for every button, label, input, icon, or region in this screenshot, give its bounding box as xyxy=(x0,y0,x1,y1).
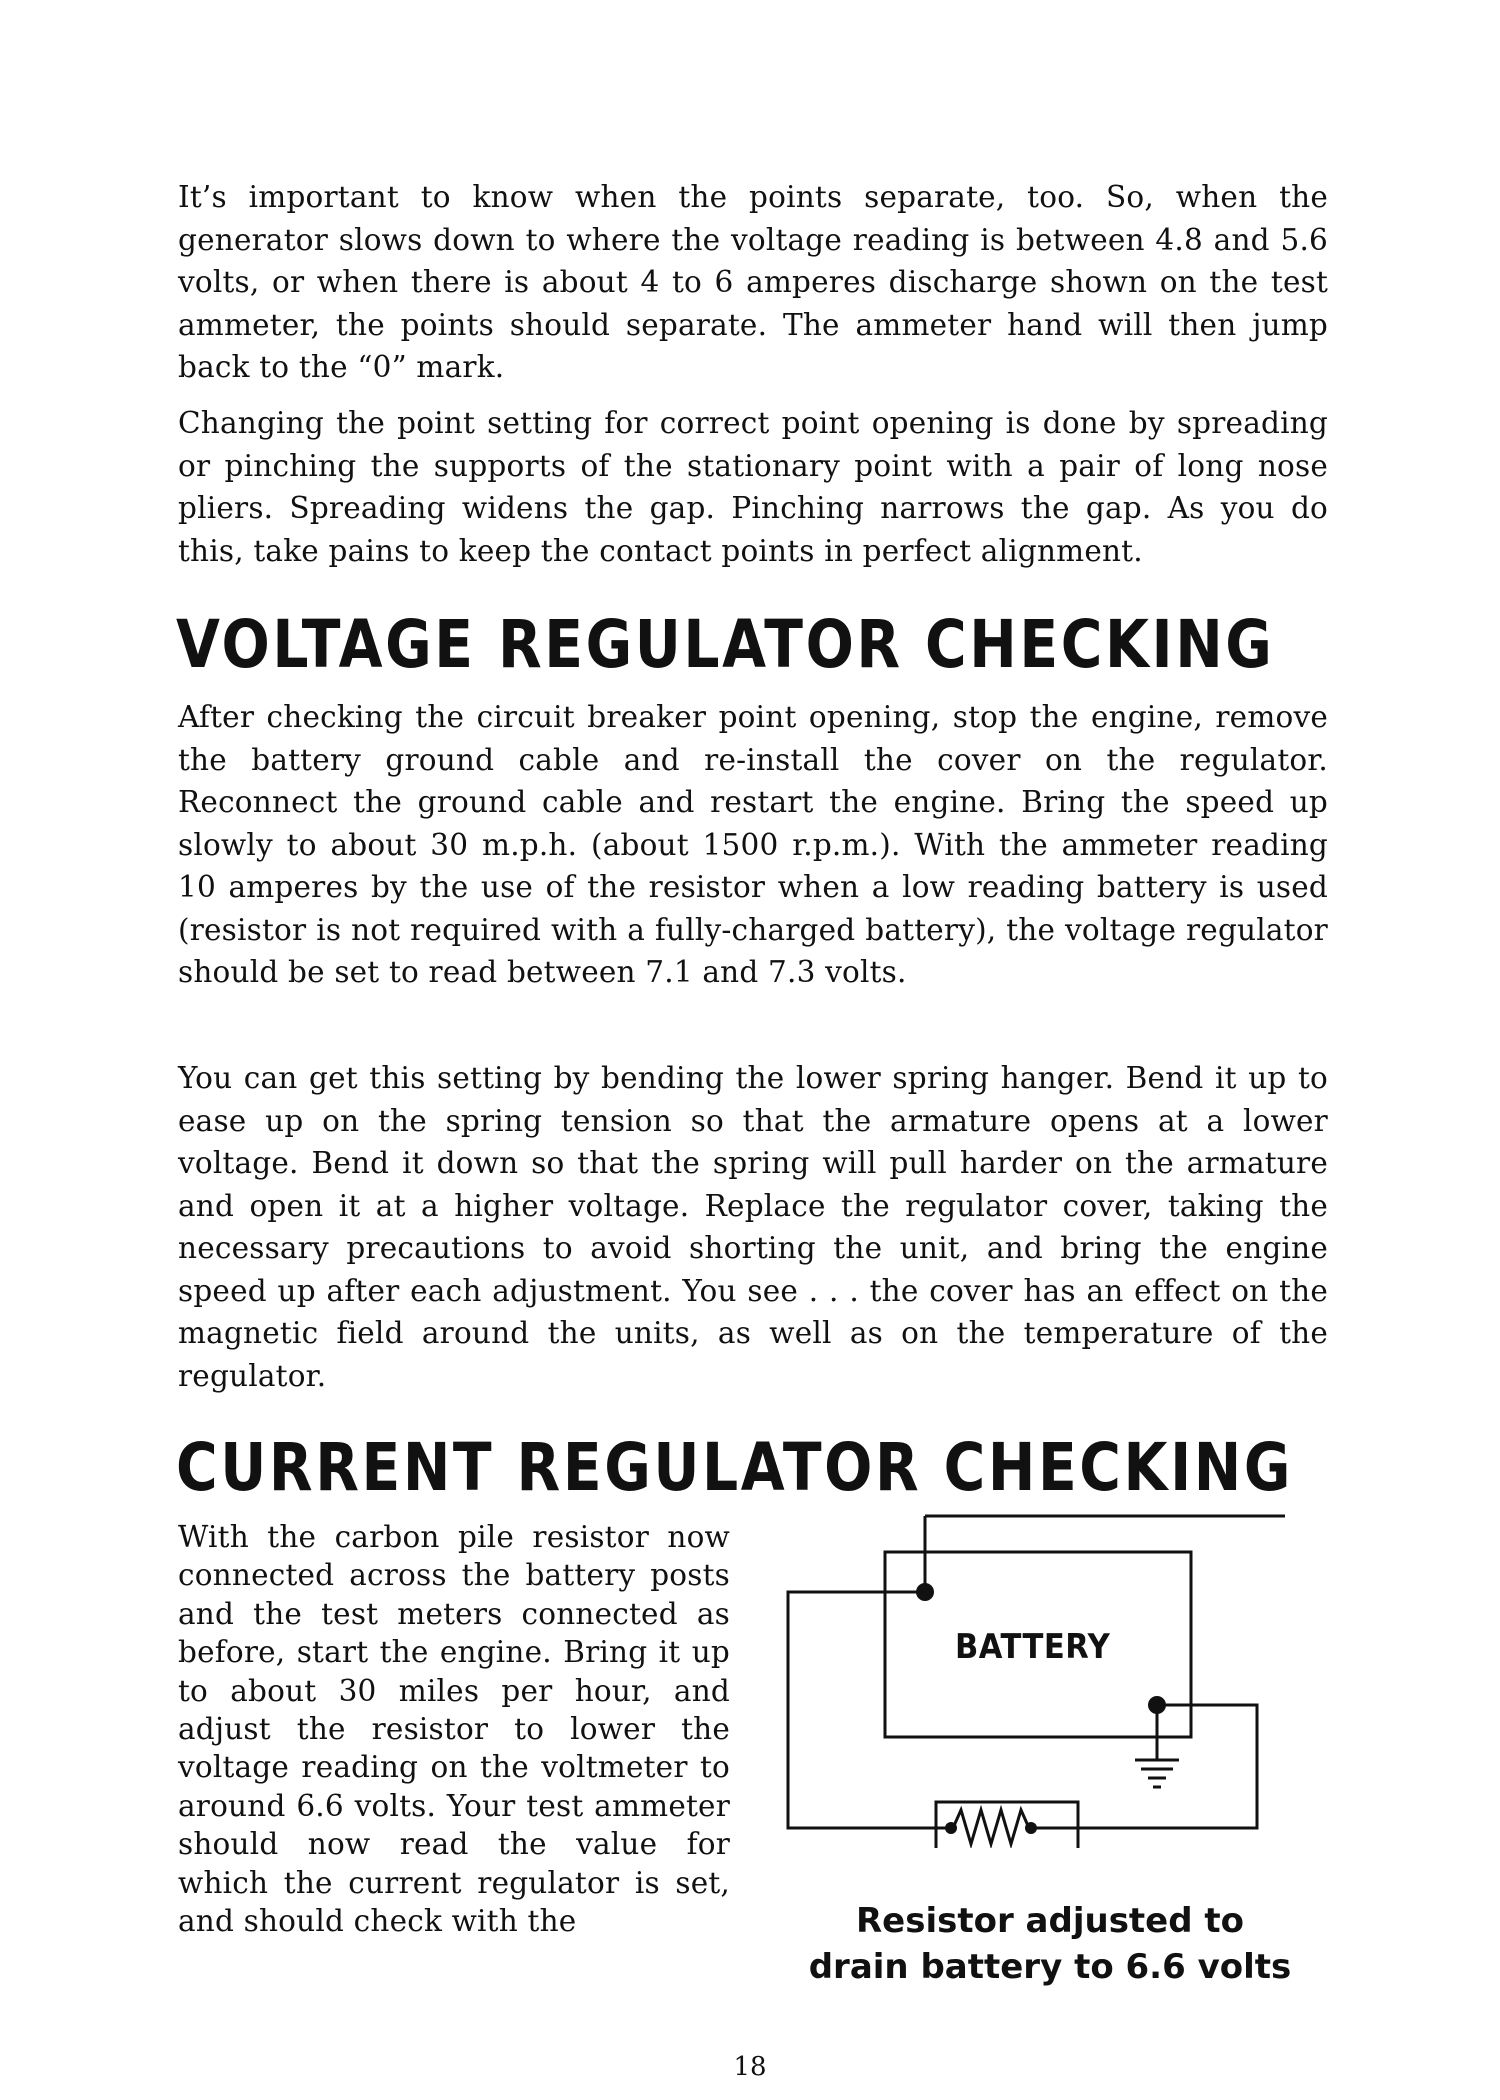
paragraph-voltage-check xyxy=(178,696,1328,994)
positive-terminal xyxy=(916,1583,934,1601)
battery-label: BATTERY xyxy=(955,1627,1111,1667)
paragraph-text: It’s important to know when the points separate, too. So, when the generator slows down to where the voltage reading is between 4.8 and 5.6 volts, or when there is about 4 to 6 amperes discharge shown on the test ammeter, the points should separate. The ammeter hand will then jump back to the “0” mark. xyxy=(178,180,1328,384)
caption-line: Resistor adjusted to xyxy=(855,1901,1245,1941)
resistor-box xyxy=(936,1802,1078,1848)
paragraph-text: Changing the point setting for correct point opening is done by spreading or pinching the supports of the stationary point with a pair of long nose pliers. Spreading widens the gap. Pinching narrows the gap. As you do this, take pains to keep the contact points in perfect alignment. xyxy=(178,406,1328,568)
paragraph-text: You can get this setting by bending the lower spring hanger. Bend it up to ease up on the spring tension so that the armature opens at a lower voltage. Bend it down so that the spring will pull harder on the armature and open it at a higher voltage. Replace the regulator cover, taking the necessary precautions to avoid shorting the unit, and bring the engine speed up after each adjustment. You see . . . the cover has an effect on the magnetic field around the units, as well as on the temperature of the regulator. xyxy=(178,1061,1328,1393)
paragraph-carbon-pile xyxy=(178,1518,730,1940)
battery-resistor-circuit-diagram xyxy=(775,1488,1315,1848)
paragraph-point-separation xyxy=(178,176,1328,389)
paragraph-spring-hanger xyxy=(178,1057,1328,1397)
paragraph-text: With the carbon pile resistor now connected across the battery posts and the test meters connected as before, start the engine. Bring it up to about 30 miles per hour, and adjust the resistor to lower the voltage reading on the voltmeter to around 6.6 volts. Your test ammeter should now read the value for which the current regulator is set, and should check with the xyxy=(178,1520,730,1939)
paragraph-point-setting xyxy=(178,402,1328,572)
ground-terminal xyxy=(1148,1696,1166,1714)
right-wire xyxy=(1107,1705,1257,1828)
page-number: 18 xyxy=(733,2052,767,2082)
caption-line: drain battery to 6.6 volts xyxy=(808,1947,1292,1987)
section-heading-current-regulator: CURRENT REGULATOR CHECKING xyxy=(176,1429,1294,1506)
section-heading-voltage-regulator: VOLTAGE REGULATOR CHECKING xyxy=(176,606,1275,683)
left-wire xyxy=(788,1592,925,1828)
paragraph-text: After checking the circuit breaker point opening, stop the engine, remove the battery ground cable and re-install the cover on the regulator. Reconnect the ground cable and restart the engine. Bring the speed up slowly to about 30 m.p.h. (about 1500 r.p.m.). With the ammeter reading 10 amperes by the use of the resistor when a low reading battery is used (resistor is not required with a fully-charged battery), the voltage regulator should be set to read between 7.1 and 7.3 volts. xyxy=(178,700,1328,989)
diagram-caption xyxy=(790,1898,1310,1990)
